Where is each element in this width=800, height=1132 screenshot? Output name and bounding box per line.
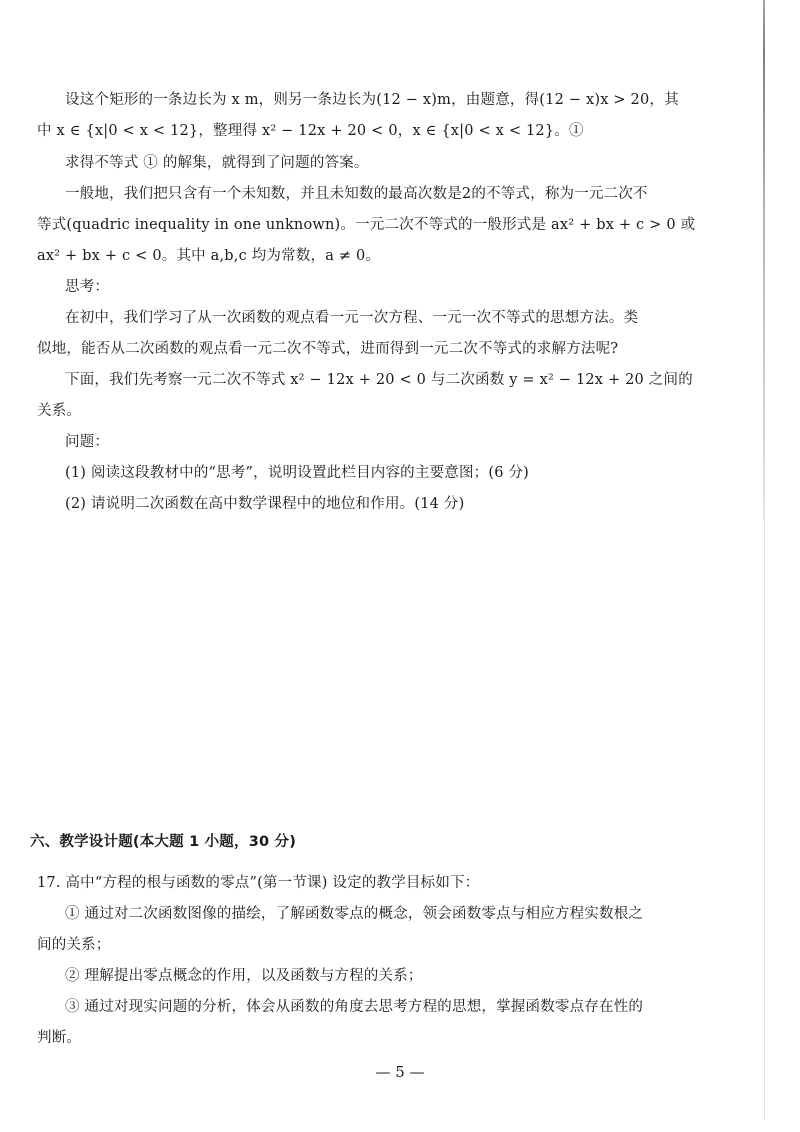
paragraph-next-line-2: 关系。 [37,403,82,419]
paragraph-definition-line-2: 等式(quadric inequality in one unknown)。一元二次不等式的一般形式是 ax² + bx + c > 0 或 [37,217,696,233]
paragraph-rectangle-line-2: 中 x ∈ {x|0 < x < 12}，整理得 x² − 12x + 20 < 0，x ∈ {x|0 < x < 12}。① [37,123,584,139]
goal-3-line-1: ③ 通过对现实问题的分析，体会从函数的角度去思考方程的思想，掌握函数零点存在性的 [65,999,644,1015]
question-17-intro: 17. 高中“方程的根与函数的零点”(第一节课) 设定的教学目标如下： [37,875,480,891]
paragraph-think-line-1: 在初中，我们学习了从一次函数的观点看一元一次方程、一元一次不等式的思想方法。类 [65,310,639,326]
think-label: 思考： [65,279,110,295]
scan-edge-mark [763,0,765,520]
scan-edge-mark-lower [764,520,765,1120]
paragraph-solution-set: 求得不等式 ① 的解集，就得到了问题的答案。 [65,155,369,171]
section-six-heading: 六、教学设计题(本大题 1 小题，30 分) [30,834,297,850]
paragraph-think-line-2: 似地，能否从二次函数的观点看一元二次不等式，进而得到一元二次不等式的求解方法呢? [37,341,619,357]
question-label: 问题： [65,434,110,450]
paragraph-rectangle-line-1: 设这个矩形的一条边长为 x m，则另一条边长为(12 − x)m，由题意，得(12 − x)x > 20，其 [65,92,679,108]
goal-3-line-2: 判断。 [37,1030,82,1046]
page-number: — 5 — [375,1063,425,1081]
goal-1-line-1: ① 通过对二次函数图像的描绘，了解函数零点的概念，领会函数零点与相应方程实数根之 [65,906,644,922]
goal-2: ② 理解提出零点概念的作用，以及函数与方程的关系； [65,968,423,984]
paragraph-next-line-1: 下面，我们先考察一元二次不等式 x² − 12x + 20 < 0 与二次函数 y = x² − 12x + 20 之间的 [65,372,693,388]
paragraph-definition-line-3: ax² + bx + c < 0。其中 a,b,c 均为常数，a ≠ 0。 [37,248,381,264]
paragraph-definition-line-1: 一般地，我们把只含有一个未知数，并且未知数的最高次数是2的不等式，称为一元二次不 [65,186,648,202]
question-2: (2) 请说明二次函数在高中数学课程中的地位和作用。(14 分) [65,496,465,512]
question-1: (1) 阅读这段教材中的“思考”，说明设置此栏目内容的主要意图；(6 分) [65,465,530,481]
goal-1-line-2: 间的关系； [37,937,111,953]
